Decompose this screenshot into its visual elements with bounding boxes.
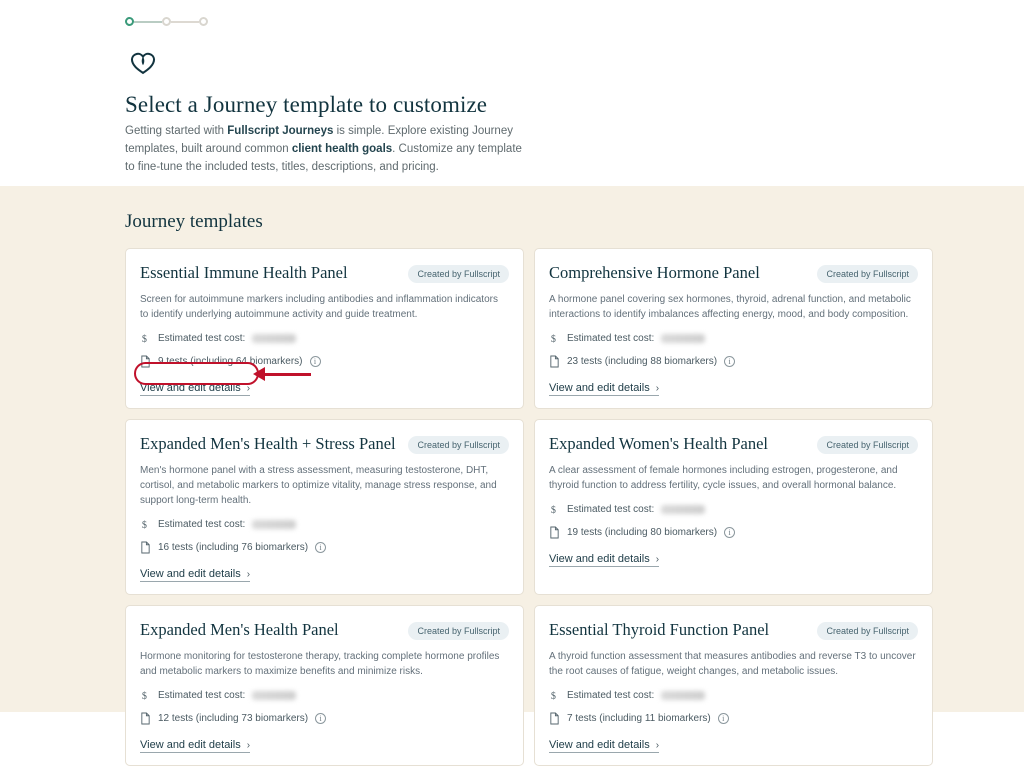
step-dot-1[interactable] xyxy=(125,17,134,26)
card-header xyxy=(549,434,918,454)
svg-text:$: $ xyxy=(141,691,147,703)
chevron-right-icon: › xyxy=(246,739,251,751)
info-icon[interactable]: i xyxy=(718,713,729,724)
cost-value xyxy=(252,520,296,529)
step-dot-3[interactable] xyxy=(199,17,208,26)
svg-text:$: $ xyxy=(141,334,147,346)
step-line-1 xyxy=(134,21,162,23)
created-by-badge: Created by Fullscript xyxy=(408,436,509,454)
cost-value xyxy=(252,691,296,700)
cost-value xyxy=(252,334,296,343)
cost-row xyxy=(549,503,918,516)
tests-count: 7 tests (including 11 biomarkers) xyxy=(567,713,711,724)
cost-value xyxy=(661,505,705,514)
view-and-edit-details-label: View and edit details xyxy=(140,739,241,751)
tests-row xyxy=(549,712,918,725)
card-description: Hormone monitoring for testosterone therapy, tracking complete hormone profiles and metabolic markers to maximize benefits and minimize risks. xyxy=(140,651,500,677)
view-and-edit-details-link[interactable] xyxy=(140,739,250,753)
svg-text:$: $ xyxy=(550,334,556,346)
chevron-right-icon: › xyxy=(246,382,251,394)
page-title: Select a Journey template to customize xyxy=(125,92,488,117)
tests-count: 9 tests (including 64 biomarkers) xyxy=(158,356,303,367)
dollar-icon xyxy=(549,332,560,345)
chevron-right-icon: › xyxy=(655,739,660,751)
tests-count: 12 tests (including 73 biomarkers) xyxy=(158,713,309,724)
annotation-arrow-shaft xyxy=(265,373,311,376)
subtitle-part-2: is simple. Explore existing Journey templates, built around common xyxy=(125,125,513,155)
card-title: Expanded Women's Health Panel xyxy=(549,434,768,453)
template-card-grid xyxy=(125,248,933,766)
card-description: A thyroid function assessment that measures antibodies and reverse T3 to uncover the root causes of fatigue, weight changes, and metabolic issues. xyxy=(549,651,916,677)
cost-row xyxy=(140,689,509,702)
cost-label: Estimated test cost: xyxy=(158,690,246,701)
card-header xyxy=(140,263,509,283)
card-header xyxy=(140,434,509,454)
card-description: A clear assessment of female hormones including estrogen, progesterone, and thyroid function to address fertility, cycle issues, and overall hormonal balance. xyxy=(549,465,898,491)
chevron-right-icon: › xyxy=(246,568,251,580)
card-description: A hormone panel covering sex hormones, thyroid, adrenal function, and metabolic interactions to identify imbalances affecting energy, mood, and body composition. xyxy=(549,294,911,320)
template-card[interactable] xyxy=(534,419,933,595)
card-description: Screen for autoimmune markers including antibodies and inflammation indicators to identify underlying autoimmune activity and guide treatment. xyxy=(140,294,498,320)
template-card[interactable] xyxy=(125,605,524,766)
chevron-right-icon: › xyxy=(655,553,660,565)
card-header xyxy=(549,620,918,640)
card-description: Men's hormone panel with a stress assessment, measuring testosterone, DHT, cortisol, and metabolic markers to optimize vitality, manage stress response, and support long-term health. xyxy=(140,465,497,506)
document-icon xyxy=(549,526,560,539)
template-card[interactable] xyxy=(534,248,933,409)
step-dot-2[interactable] xyxy=(162,17,171,26)
tests-row xyxy=(140,355,509,368)
card-title: Expanded Men's Health + Stress Panel xyxy=(140,434,396,453)
dollar-icon xyxy=(549,689,560,702)
cost-label: Estimated test cost: xyxy=(567,690,655,701)
card-title: Expanded Men's Health Panel xyxy=(140,620,339,639)
view-and-edit-details-link[interactable] xyxy=(549,553,659,567)
document-icon xyxy=(140,541,151,554)
annotation-arrow-head xyxy=(253,367,265,381)
created-by-badge: Created by Fullscript xyxy=(408,622,509,640)
subtitle-part-1: Getting started with xyxy=(125,125,228,137)
svg-text:$: $ xyxy=(550,691,556,703)
view-and-edit-details-label: View and edit details xyxy=(140,382,241,394)
created-by-badge: Created by Fullscript xyxy=(817,265,918,283)
card-title: Comprehensive Hormone Panel xyxy=(549,263,760,282)
hero-section xyxy=(0,0,1024,186)
info-icon[interactable]: i xyxy=(315,713,326,724)
created-by-badge: Created by Fullscript xyxy=(408,265,509,283)
created-by-badge: Created by Fullscript xyxy=(817,436,918,454)
subtitle-bold-1: Fullscript Journeys xyxy=(227,125,334,137)
view-and-edit-details-link[interactable] xyxy=(549,382,659,396)
card-header xyxy=(140,620,509,640)
view-and-edit-details-link[interactable] xyxy=(549,739,659,753)
page-subtitle xyxy=(125,122,525,176)
cost-label: Estimated test cost: xyxy=(158,333,246,344)
view-and-edit-details-label: View and edit details xyxy=(549,382,650,394)
tests-row xyxy=(140,712,509,725)
dollar-icon xyxy=(140,689,151,702)
view-and-edit-details-label: View and edit details xyxy=(549,739,650,751)
subtitle-bold-2: client health goals xyxy=(291,143,393,155)
tests-count: 16 tests (including 76 biomarkers) xyxy=(158,542,309,553)
cost-label: Estimated test cost: xyxy=(567,504,655,515)
cost-label: Estimated test cost: xyxy=(158,519,246,530)
tests-row xyxy=(549,355,918,368)
dollar-icon xyxy=(549,503,560,516)
cost-value xyxy=(661,334,705,343)
cost-row xyxy=(549,332,918,345)
chevron-right-icon: › xyxy=(655,382,660,394)
progress-stepper xyxy=(125,17,208,26)
template-card[interactable] xyxy=(534,605,933,766)
tests-count: 19 tests (including 80 biomarkers) xyxy=(567,527,718,538)
info-icon[interactable]: i xyxy=(724,527,735,538)
dollar-icon xyxy=(140,332,151,345)
view-and-edit-details-link[interactable] xyxy=(140,568,250,582)
annotation-arrow xyxy=(253,367,311,381)
svg-text:$: $ xyxy=(141,520,147,532)
view-and-edit-details-label: View and edit details xyxy=(140,568,241,580)
fullscript-leaf-logo-icon xyxy=(126,44,160,78)
document-icon xyxy=(549,712,560,725)
dollar-icon xyxy=(140,518,151,531)
step-line-2 xyxy=(171,21,199,23)
card-header xyxy=(549,263,918,283)
svg-text:$: $ xyxy=(550,505,556,517)
info-icon[interactable]: i xyxy=(724,356,735,367)
cost-row xyxy=(549,689,918,702)
cost-label: Estimated test cost: xyxy=(567,333,655,344)
card-title: Essential Immune Health Panel xyxy=(140,263,348,282)
template-card[interactable] xyxy=(125,248,524,409)
info-icon[interactable]: i xyxy=(310,356,321,367)
tests-row xyxy=(140,541,509,554)
document-icon xyxy=(140,355,151,368)
template-card[interactable] xyxy=(125,419,524,595)
cost-row xyxy=(140,332,509,345)
info-icon[interactable]: i xyxy=(315,542,326,553)
section-title: Journey templates xyxy=(125,211,263,232)
journey-templates-section xyxy=(0,186,1024,751)
document-icon xyxy=(549,355,560,368)
cost-row xyxy=(140,518,509,531)
document-icon xyxy=(140,712,151,725)
cost-value xyxy=(661,691,705,700)
tests-row xyxy=(549,526,918,539)
view-and-edit-details-label: View and edit details xyxy=(549,553,650,565)
created-by-badge: Created by Fullscript xyxy=(817,622,918,640)
card-title: Essential Thyroid Function Panel xyxy=(549,620,770,639)
tests-count: 23 tests (including 88 biomarkers) xyxy=(567,356,718,367)
subtitle-part-3: . Customize any template to fine-tune the included tests, titles, descriptions, and pricing. xyxy=(125,143,522,173)
view-and-edit-details-link[interactable] xyxy=(140,382,250,396)
